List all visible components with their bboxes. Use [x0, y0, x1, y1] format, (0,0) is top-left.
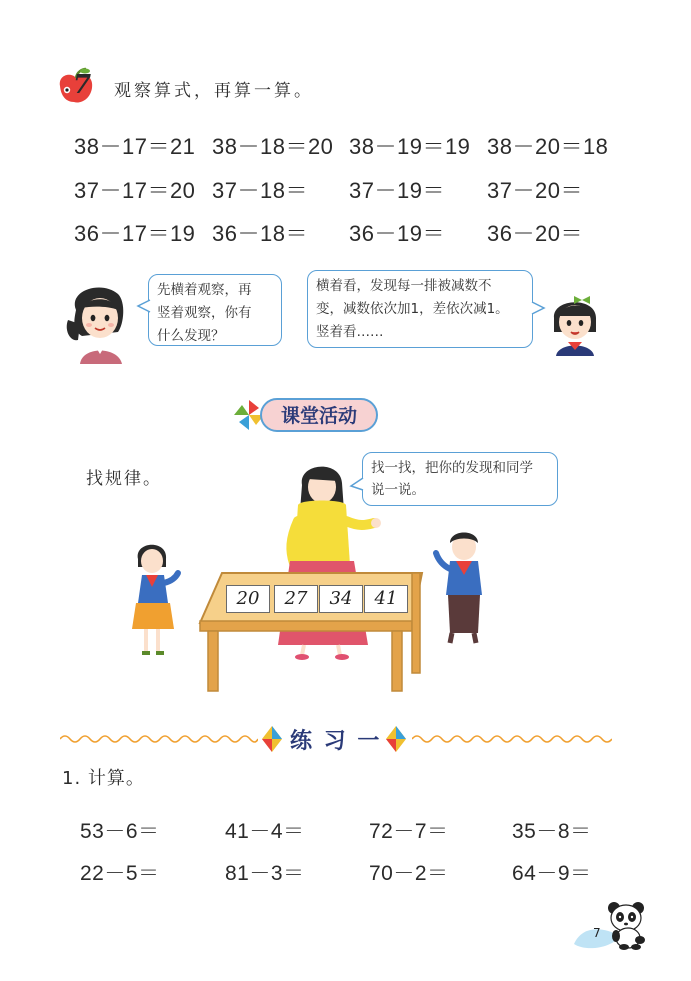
number-card: 34	[319, 585, 363, 613]
activity-title: 课堂活动	[260, 398, 378, 432]
equation: 37－17＝20	[74, 178, 196, 203]
equation: 70－2＝	[369, 862, 449, 885]
problem-instruction: 观察算式，再算一算。	[114, 81, 314, 101]
equation: 38－19＝19	[349, 134, 471, 159]
equation: 36－20＝	[487, 221, 583, 246]
teacher-hint-bubble	[148, 274, 282, 346]
bubble-tail	[530, 300, 546, 316]
equation: 38－17＝21	[74, 134, 196, 159]
bubble-line: 竖着观察，你有	[157, 305, 252, 321]
bubble-line: 横着看，发现每一排被减数不	[316, 278, 492, 294]
wavy-divider-left	[60, 733, 258, 745]
bubble-line: 变，减数依次加1，差依次减1。	[316, 301, 509, 317]
equation: 37－19＝	[349, 178, 445, 203]
equation: 36－18＝	[212, 221, 308, 246]
equation: 41－4＝	[225, 820, 305, 843]
boy-figure-right	[436, 533, 482, 644]
student-hint-bubble	[307, 270, 533, 348]
equation: 38－18＝20	[212, 134, 334, 159]
number-card: 41	[364, 585, 408, 613]
equation: 38－20＝18	[487, 134, 609, 159]
problem-number-badge	[52, 66, 100, 106]
equation: 53－6＝	[80, 820, 160, 843]
page-number: 7	[593, 926, 601, 940]
bubble-line: 竖着看……	[316, 324, 384, 340]
exercise-item-label: 1. 计算。	[62, 768, 145, 789]
number-card: 20	[226, 585, 270, 613]
equation: 36－19＝	[349, 221, 445, 246]
bubble-tail	[136, 298, 152, 314]
equation: 22－5＝	[80, 862, 160, 885]
equation: 37－20＝	[487, 178, 583, 203]
activity-task: 找规律。	[86, 469, 162, 489]
bubble-line: 说一说。	[371, 482, 425, 498]
exercise-title: 练 习 一	[290, 729, 382, 754]
number-card: 27	[274, 585, 318, 613]
wavy-divider-right	[412, 733, 612, 745]
equation: 35－8＝	[512, 820, 592, 843]
girl-figure-left	[132, 545, 178, 653]
bubble-line: 先横着观察，再	[157, 282, 252, 298]
equation: 64－9＝	[512, 862, 592, 885]
girl-illustration-right	[546, 292, 602, 356]
diamond-icon	[262, 726, 282, 752]
problem-number: 7	[73, 70, 92, 100]
panda-icon	[606, 900, 648, 950]
bubble-line: 什么发现？	[157, 328, 225, 344]
diamond-icon	[386, 726, 406, 752]
equation: 72－7＝	[369, 820, 449, 843]
classroom-illustration	[130, 455, 500, 700]
equation: 37－18＝	[212, 178, 308, 203]
equation: 36－17＝19	[74, 221, 196, 246]
bubble-line: 找一找，把你的发现和同学	[371, 460, 533, 476]
equation: 81－3＝	[225, 862, 305, 885]
girl-illustration-left	[62, 280, 142, 364]
